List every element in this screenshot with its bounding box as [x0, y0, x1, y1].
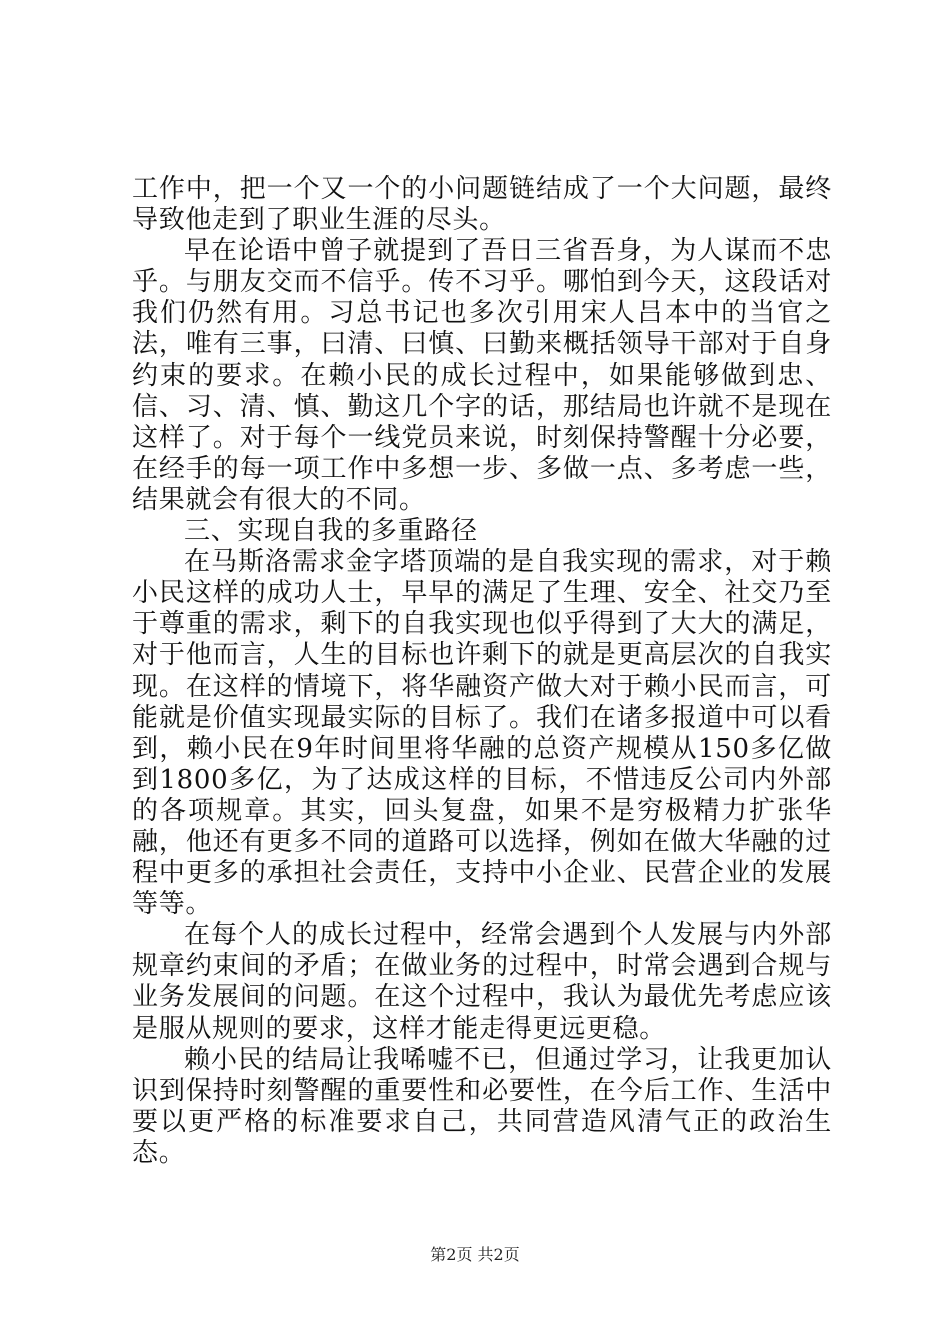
page-number-footer: 第2页 共2页 [430, 1245, 520, 1264]
section-heading: 三、实现自我的多重路径 [184, 516, 478, 547]
paragraph-conclusion: 赖小民的结局让我唏嘘不已，但通过学习，让我更加认识到保持时刻警醒的重要性和必要性，在今后工作、生活中要以更严格的标准要求自己，共同营造风清气正的政治生态。 [132, 1044, 832, 1168]
paragraph-zengzi-quote: 早在论语中曾子就提到了吾日三省吾身，为人谋而不忠乎。与朋友交而不信乎。传不习乎。哪怕到今天，这段话对我们仍然有用。习总书记也多次引用宋人吕本中的当官之法，唯有三事，曰清、曰慎、曰勤来概括领导干部对于自身约束的要求。在赖小民的成长过程中，如果能够做到忠、信、习、清、慎、勤这几个字的话，那结局也许就不是现在这样了。对于每个一线党员来说，时刻保持警醒十分必要，在经手的每一项工作中多想一步、多做一点、多考虑一些，结果就会有很大的不同。 [132, 236, 832, 515]
paragraph-rules: 在每个人的成长过程中，经常会遇到个人发展与内外部规章约束间的矛盾；在做业务的过程中，时常会遇到合规与业务发展间的问题。在这个过程中，我认为最优先考虑应该是服从规则的要求，这样才能走得更远更稳。 [132, 920, 832, 1044]
document-body [132, 174, 832, 1169]
paragraph-maslow: 在马斯洛需求金字塔顶端的是自我实现的需求，对于赖小民这样的成功人士，早早的满足了生理、安全、社交乃至于尊重的需求，剩下的自我实现也似乎得到了大大的满足，对于他而言，人生的目标也许剩下的就是更高层次的自我实现。在这样的情境下，将华融资产做大对于赖小民而言，可能就是价值实现最实际的目标了。我们在诸多报道中可以看到，赖小民在9年时间里将华融的总资产规模从150多亿做到1800多亿，为了达成这样的目标，不惜违反公司内外部的各项规章。其实，回头复盘，如果不是穷极精力扩张华融，他还有更多不同的道路可以选择，例如在做大华融的过程中更多的承担社会责任，支持中小企业、民营企业的发展等等。 [132, 547, 832, 920]
paragraph-continuation: 工作中，把一个又一个的小问题链结成了一个大问题，最终导致他走到了职业生涯的尽头。 [132, 174, 832, 236]
